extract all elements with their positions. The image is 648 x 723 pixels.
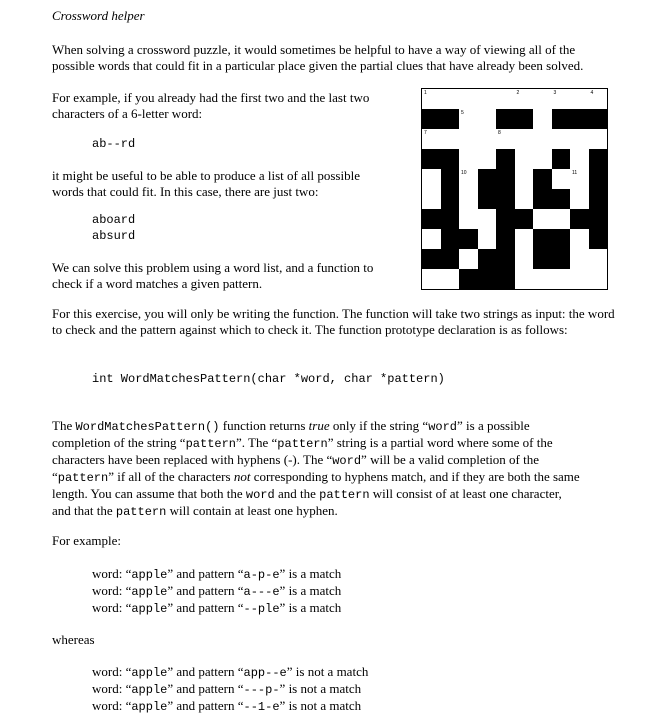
crossword-cell-black <box>441 149 460 169</box>
crossword-cell: 10 <box>461 170 467 176</box>
crossword-cell-black <box>589 189 608 209</box>
crossword-cell <box>533 149 552 169</box>
crossword-cell-black <box>496 169 515 189</box>
crossword-cell-black <box>552 229 571 249</box>
crossword-cell-black <box>478 169 497 189</box>
crossword-cell-black <box>422 209 441 229</box>
crossword-cell-black <box>533 249 552 269</box>
crossword-cell-black <box>533 189 552 209</box>
crossword-cell: 2 <box>516 90 520 96</box>
nonmatch-example: word: “apple” and pattern “---p-” is not a match <box>92 681 362 697</box>
crossword-cell: 5 <box>461 110 464 116</box>
crossword-cell-black <box>496 109 515 129</box>
crossword-cell <box>478 149 497 169</box>
crossword-cell <box>422 269 441 289</box>
crossword-cell <box>515 169 534 189</box>
crossword-cell-black <box>589 209 608 229</box>
crossword-cell-black <box>533 229 552 249</box>
crossword-cell <box>478 209 497 229</box>
crossword-cell-black <box>496 209 515 229</box>
nonmatch-example: word: “apple” and pattern “app--e” is not a match <box>92 664 369 680</box>
function-prototype: int WordMatchesPattern(char *word, char *pattern) <box>92 372 445 386</box>
word-aboard: aboard <box>92 213 136 227</box>
crossword-cell <box>570 269 589 289</box>
crossword-cell <box>478 129 497 149</box>
produce-paragraph: it might be useful to be able to produce a list of all possible words that could fit. In this case, there are just two: <box>52 168 360 199</box>
crossword-cell-black <box>552 109 571 129</box>
crossword-cell-black <box>496 149 515 169</box>
crossword-cell-black <box>422 249 441 269</box>
crossword-cell-black <box>441 109 460 129</box>
crossword-cell-black <box>570 209 589 229</box>
crossword-cell: 1 <box>424 90 427 96</box>
crossword-cell <box>459 189 478 209</box>
crossword-cell-black <box>478 269 497 289</box>
crossword-cell-black <box>589 149 608 169</box>
crossword-cell <box>552 129 571 149</box>
crossword-cell <box>552 209 571 229</box>
crossword-cell-black <box>496 229 515 249</box>
crossword-cell <box>441 129 460 149</box>
nonmatch-example: word: “apple” and pattern “--1-e” is not a match <box>92 698 362 714</box>
crossword-cell-black <box>533 169 552 189</box>
crossword-cell <box>459 249 478 269</box>
crossword-cell <box>533 129 552 149</box>
crossword-cell-black <box>478 189 497 209</box>
crossword-cell-black <box>589 169 608 189</box>
crossword-cell <box>515 149 534 169</box>
crossword-cell <box>422 169 441 189</box>
crossword-cell-black <box>422 149 441 169</box>
crossword-cell-black <box>459 229 478 249</box>
crossword-cell-black <box>496 249 515 269</box>
crossword-cell-black <box>589 229 608 249</box>
crossword-cell <box>478 229 497 249</box>
crossword-cell-black <box>441 189 460 209</box>
crossword-cell <box>515 269 534 289</box>
crossword-cell-black <box>552 249 571 269</box>
crossword-cell-black <box>478 249 497 269</box>
description-paragraph: The WordMatchesPattern() function returns true only if the string “word” is a possible completion of the string “pattern”. The “pattern” string is a partial word where some of the characters have been replaced with hyphens (-). The “word” will be a valid completion of the “pattern” if all of the characters not corresponding to hyphens match, and if they are both the same length. You can assume that both the word and the pattern will consist of at least one character, and that the pattern will contain at least one hyphen. <box>52 418 580 519</box>
crossword-cell <box>589 249 608 269</box>
crossword-cell <box>570 189 589 209</box>
crossword-cell: 3 <box>553 90 557 96</box>
match-example: word: “apple” and pattern “--ple” is a match <box>92 600 342 616</box>
crossword-cell-black <box>422 109 441 129</box>
crossword-cell-black <box>441 229 460 249</box>
crossword-cell-black <box>441 209 460 229</box>
example-intro: For example, if you already had the first two and the last two characters of a 6-letter word: <box>52 90 370 121</box>
crossword-cell-black <box>552 189 571 209</box>
crossword-cell <box>533 89 552 109</box>
crossword-cell-black <box>515 109 534 129</box>
crossword-cell-black <box>496 269 515 289</box>
crossword-cell-black <box>459 269 478 289</box>
example-pattern: ab--rd <box>92 137 136 151</box>
crossword-cell <box>533 269 552 289</box>
crossword-cell <box>422 229 441 249</box>
crossword-cell: 11 <box>572 170 578 176</box>
crossword-cell <box>570 129 589 149</box>
crossword-cell-black <box>441 249 460 269</box>
crossword-grid <box>421 88 608 290</box>
crossword-cell <box>552 269 571 289</box>
solve-paragraph: We can solve this problem using a word list, and a function to check if a word matches a given pattern. <box>52 260 374 291</box>
intro-paragraph: When solving a crossword puzzle, it would sometimes be helpful to have a way of viewing all of the possible words that could fit in a particular place given the partial clues that have already been solved. <box>52 42 584 73</box>
for-example-label: For example: <box>52 533 121 548</box>
exercise-paragraph: For this exercise, you will only be writing the function. The function will take two strings as input: the word to check and the pattern against which to check it. The function prototype declaration is as follows: <box>52 306 615 337</box>
crossword-cell <box>570 89 589 109</box>
crossword-cell: 4 <box>590 90 594 96</box>
crossword-cell <box>515 249 534 269</box>
crossword-cell <box>515 229 534 249</box>
crossword-cell <box>515 129 534 149</box>
crossword-cell <box>570 249 589 269</box>
crossword-cell <box>459 129 478 149</box>
crossword-cell-black <box>496 189 515 209</box>
crossword-cell <box>570 229 589 249</box>
crossword-cell <box>533 209 552 229</box>
crossword-cell <box>459 209 478 229</box>
crossword-cell <box>515 189 534 209</box>
page-title: Crossword helper <box>52 8 145 23</box>
crossword-cell-black <box>441 169 460 189</box>
crossword-cell <box>459 89 478 109</box>
crossword-cell <box>478 109 497 129</box>
crossword-cell: 8 <box>498 130 501 136</box>
crossword-cell-black <box>570 109 589 129</box>
crossword-cell <box>441 89 460 109</box>
crossword-cell-black <box>589 109 608 129</box>
crossword-cell <box>478 89 497 109</box>
match-example: word: “apple” and pattern “a---e” is a match <box>92 583 342 599</box>
function-name: WordMatchesPattern() <box>75 420 220 434</box>
crossword-cell <box>496 89 515 109</box>
whereas-label: whereas <box>52 632 95 647</box>
crossword-cell <box>589 129 608 149</box>
crossword-cell <box>570 149 589 169</box>
crossword-cell: 7 <box>424 130 427 136</box>
crossword-cell <box>589 269 608 289</box>
crossword-cell <box>459 149 478 169</box>
crossword-cell-black <box>552 149 571 169</box>
crossword-cell-black <box>515 209 534 229</box>
crossword-cell <box>441 269 460 289</box>
match-example: word: “apple” and pattern “a-p-e” is a match <box>92 566 342 582</box>
crossword-cell <box>533 109 552 129</box>
crossword-cell <box>422 189 441 209</box>
crossword-cell <box>552 169 571 189</box>
word-absurd: absurd <box>92 229 136 243</box>
